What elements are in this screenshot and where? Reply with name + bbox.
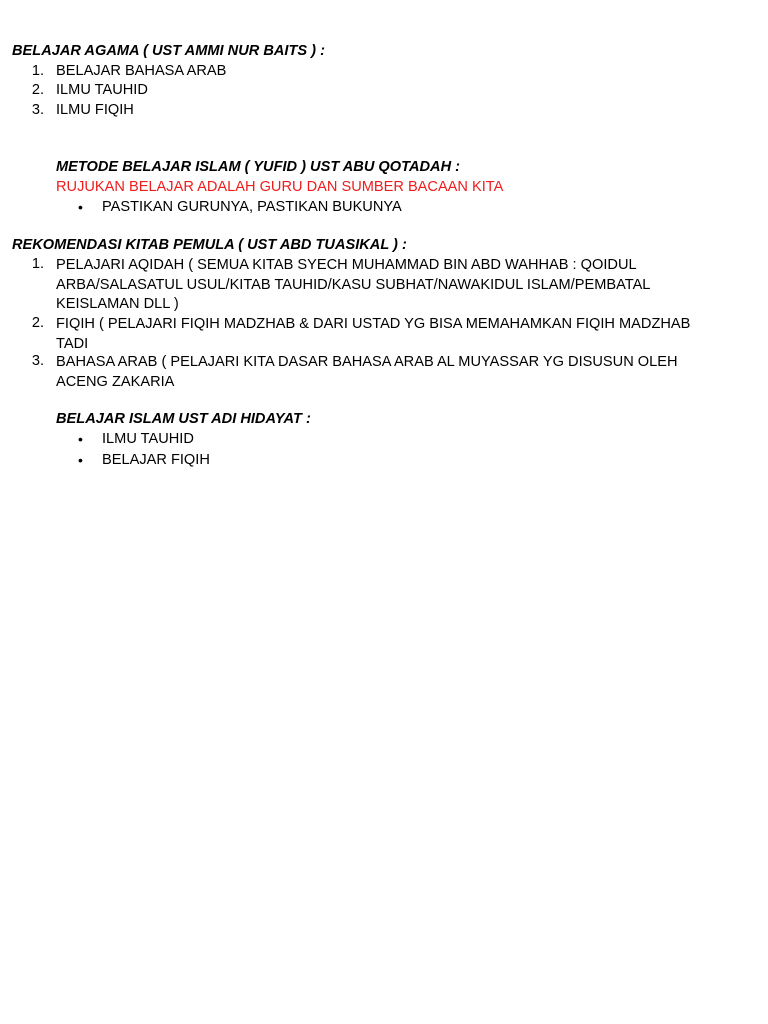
- list-number: 2.: [31, 82, 44, 98]
- list-number: 2.: [31, 315, 44, 331]
- list-item: [56, 315, 756, 354]
- list-item-line: KEISLAMAN DLL ): [56, 296, 179, 313]
- list-number: 3.: [31, 102, 44, 118]
- list-item: ILMU FIQIH: [56, 102, 134, 118]
- section-heading: METODE BELAJAR ISLAM ( YUFID ) UST ABU QOTADAH :: [56, 159, 461, 175]
- list-number: 1.: [31, 63, 44, 79]
- list-item-line: BAHASA ARAB ( PELAJARI KITA DASAR BAHASA ARAB AL MUYASSAR YG DISUSUN OLEH: [56, 354, 678, 370]
- list-number: 1.: [31, 256, 44, 272]
- list-item: [56, 256, 756, 315]
- list-item: BELAJAR FIQIH: [102, 452, 210, 468]
- list-item: ILMU TAUHID: [56, 82, 148, 98]
- section-heading: BELAJAR AGAMA ( UST AMMI NUR BAITS ) :: [12, 43, 325, 59]
- highlight-line: RUJUKAN BELAJAR ADALAH GURU DAN SUMBER BACAAN KITA: [56, 179, 504, 195]
- list-item-line: ACENG ZAKARIA: [56, 373, 175, 390]
- list-item-line: ARBA/SALASATUL USUL/KITAB TAUHID/KASU SUBHAT/NAWAKIDUL ISLAM/PEMBATAL: [56, 276, 651, 293]
- bullet-icon: •: [78, 452, 83, 468]
- list-item: BELAJAR BAHASA ARAB: [56, 63, 227, 79]
- list-item: [56, 353, 756, 392]
- bullet-icon: •: [78, 431, 83, 447]
- list-item-line: PELAJARI AQIDAH ( SEMUA KITAB SYECH MUHAMMAD BIN ABD WAHHAB : QOIDUL: [56, 257, 637, 273]
- bullet-icon: •: [78, 199, 83, 215]
- list-number: 3.: [31, 353, 44, 369]
- list-item: ILMU TAUHID: [102, 431, 194, 447]
- list-item: PASTIKAN GURUNYA, PASTIKAN BUKUNYA: [102, 199, 402, 215]
- list-item-line: TADI: [56, 335, 89, 352]
- section-heading: BELAJAR ISLAM UST ADI HIDAYAT :: [56, 411, 311, 427]
- section-heading: REKOMENDASI KITAB PEMULA ( UST ABD TUASIKAL ) :: [12, 237, 407, 253]
- list-item-line: FIQIH ( PELAJARI FIQIH MADZHAB & DARI USTAD YG BISA MEMAHAMKAN FIQIH MADZHAB: [56, 316, 691, 332]
